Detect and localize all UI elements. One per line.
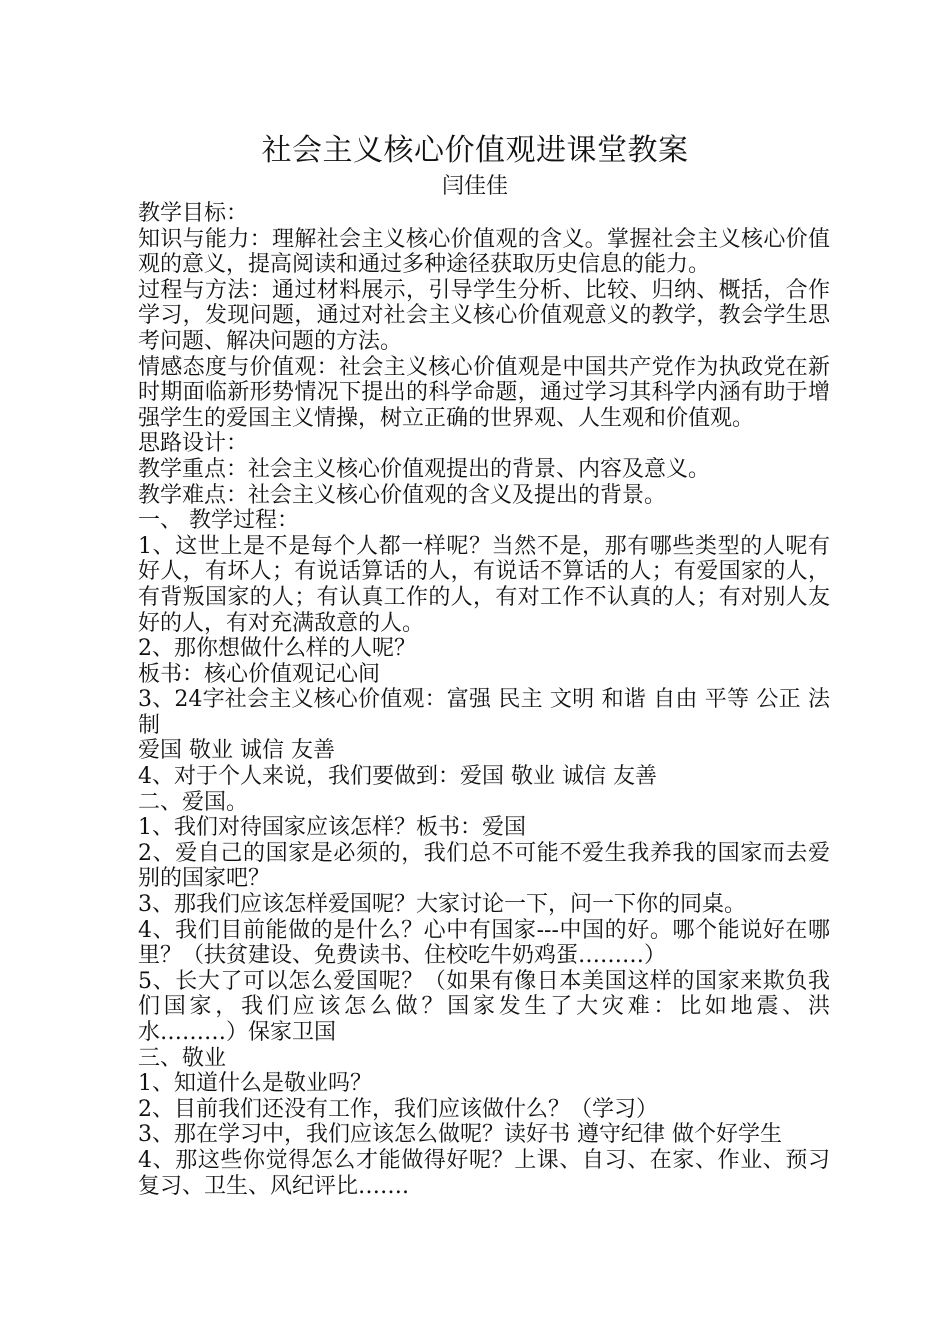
section-heading-patriotism: 二、爱国。	[138, 789, 249, 815]
paragraph-item: 4、对于个人来说，我们要做到：爱国 敬业 诚信 友善	[138, 764, 657, 790]
document-title: 社会主义核心价值观进课堂教案	[261, 133, 689, 168]
paragraph-item: 3、24字社会主义核心价值观：富强 民主 文明 和谐 自由 平等 公正 法制	[138, 687, 830, 738]
paragraph-item: 2、目前我们还没有工作，我们应该做什么？（学习）	[138, 1096, 658, 1122]
document-author: 闫佳佳	[441, 174, 508, 199]
paragraph-item: 5、长大了可以怎么爱国呢？（如果有像日本美国这样的国家来欺负我们国家，我们应该怎么做？国家发生了大灾难：比如地震、洪水………）保家卫国	[138, 968, 830, 1045]
paragraph-item: 1、我们对待国家应该怎样？板书：爱国	[138, 815, 526, 841]
paragraph-item: 2、那你想做什么样的人呢？	[138, 636, 416, 662]
paragraph-item: 1、这世上是不是每个人都一样呢？当然不是，那有哪些类型的人呢有好人，有坏人；有说话算话的人，有说话不算话的人；有爱国家的人，有背叛国家的人；有认真工作的人，有对工作不认真的人；有对别人友好的人，有对充满敌意的人。	[138, 533, 830, 636]
section-heading-dedication: 三、敬业	[138, 1045, 227, 1071]
paragraph-item: 4、我们目前能做的是什么？心中有国家---中国的好。哪个能说好在哪里？（扶贫建设、免费读书、住校吃牛奶鸡蛋………）	[138, 917, 830, 969]
paragraph-blackboard: 板书：核心价值观记心间	[138, 661, 381, 687]
paragraph-objectives-heading: 教学目标：	[138, 201, 249, 226]
paragraph-item: 3、那我们应该怎样爱国呢？大家讨论一下，问一下你的同桌。	[138, 892, 746, 918]
paragraph-values-list: 爱国 敬业 诚信 友善	[138, 738, 335, 764]
paragraph-item: 4、那这些你觉得怎么才能做得好呢？上课、自习、在家、作业、预习复习、卫生、风纪评比…….	[138, 1147, 830, 1199]
paragraph-key-point: 教学重点：社会主义核心价值观提出的背景、内容及意义。	[138, 456, 711, 482]
paragraph-process-method: 过程与方法：通过材料展示，引导学生分析、比较、归纳、概括，合作学习，发现问题，通过对社会主义核心价值观意义的教学，教会学生思考问题、解决问题的方法。	[138, 277, 830, 354]
paragraph-emotion-values: 情感态度与价值观：社会主义核心价值观是中国共产党作为执政党在新时期面临新形势情况下提出的科学命题，通过学习其科学内涵有助于增强学生的爱国主义情操，树立正确的世界观、人生观和价值观。	[138, 354, 830, 431]
paragraph-difficult-point: 教学难点：社会主义核心价值观的含义及提出的背景。	[138, 482, 667, 508]
paragraph-design-heading: 思路设计：	[138, 431, 249, 457]
document-body	[138, 201, 830, 1199]
paragraph-knowledge-ability: 知识与能力：理解社会主义核心价值观的含义。掌握社会主义核心价值观的意义，提高阅读和通过多种途径获取历史信息的能力。	[138, 226, 830, 278]
paragraph-item: 2、爱自己的国家是必须的，我们总不可能不爱生我养我的国家而去爱别的国家吧？	[138, 840, 830, 892]
paragraph-item: 3、那在学习中，我们应该怎么做呢？读好书 遵守纪律 做个好学生	[138, 1122, 782, 1148]
section-heading-teaching-process: 一、 教学过程：	[138, 508, 299, 534]
paragraph-item: 1、知道什么是敬业吗？	[138, 1071, 372, 1097]
